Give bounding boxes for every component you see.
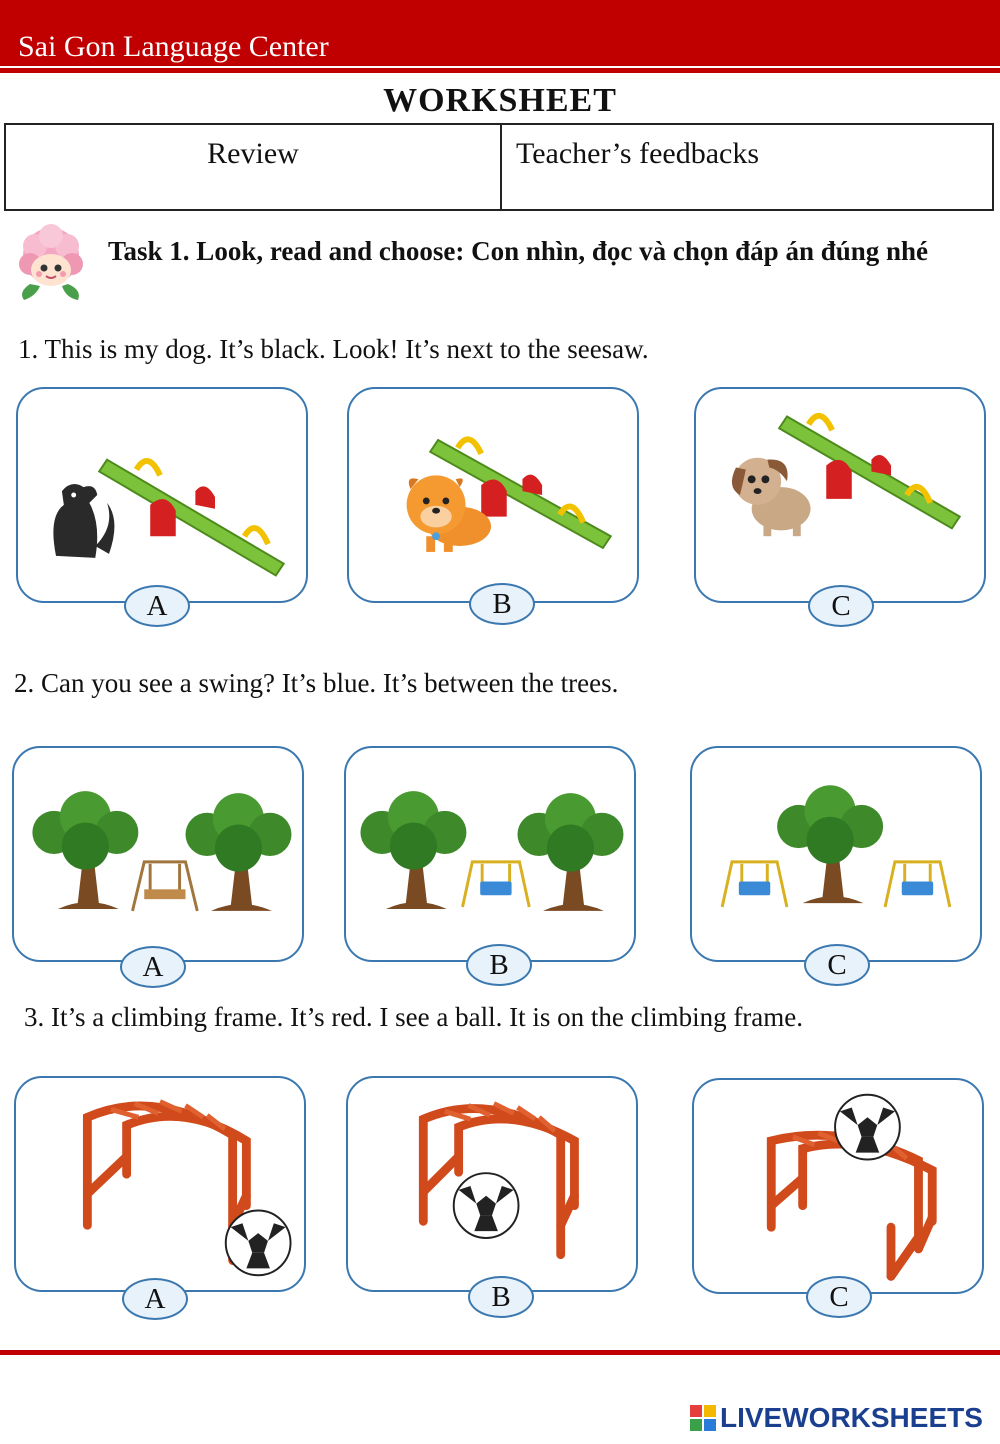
option-label[interactable]: C (808, 585, 874, 627)
option-label[interactable]: A (120, 946, 186, 988)
option-card-2c[interactable] (690, 746, 982, 981)
option-card-2b[interactable] (344, 746, 636, 981)
option-label[interactable]: A (122, 1278, 188, 1320)
option-card-3c[interactable] (692, 1078, 984, 1313)
question-3: 3. It’s a climbing frame. It’s red. I see a ball. It is on the climbing frame. (24, 1002, 804, 1032)
teacher-feedback-cell: Teacher’s feedbacks (516, 137, 760, 170)
trees-blue-swing-picture (346, 748, 634, 960)
option-card-1c[interactable] (694, 387, 986, 622)
tree-between-swings-picture (692, 748, 980, 960)
seesaw-brown-dog-picture (696, 389, 984, 601)
climbing-frame-ball-under-picture (348, 1078, 636, 1290)
question-1: 1. This is my dog. It’s black. Look! It’s next to the seesaw. (18, 334, 649, 364)
option-card-2a[interactable] (12, 746, 304, 983)
flower-icon (10, 222, 92, 304)
tree-left (360, 791, 466, 909)
climbing-frame-ball-beside-picture (16, 1078, 304, 1290)
liveworksheets-logo-icon (690, 1405, 716, 1431)
trees-wooden-swing-picture (14, 748, 302, 960)
wooden-swing (132, 862, 197, 911)
footer-divider (0, 1350, 1000, 1355)
option-label[interactable]: C (804, 944, 870, 986)
tree-left (32, 791, 138, 909)
option-label[interactable]: A (124, 585, 190, 627)
review-table (4, 123, 994, 211)
worksheet-title: WORKSHEET (383, 82, 617, 119)
tree-right (517, 793, 623, 911)
option-label[interactable]: B (469, 583, 535, 625)
seesaw-orange-dog-picture (349, 389, 637, 601)
option-card-1b[interactable] (347, 387, 639, 620)
question-2: 2. Can you see a swing? It’s blue. It’s between the trees. (14, 668, 619, 698)
climbing-frame-ball-on-top-picture (694, 1080, 982, 1292)
liveworksheets-logo-text: LIVEWORKSHEETS (720, 1402, 983, 1433)
option-card-1a[interactable] (16, 387, 308, 622)
header-divider (0, 68, 1000, 73)
seesaw-black-dog-picture (18, 389, 306, 601)
option-card-3b[interactable] (346, 1076, 638, 1313)
option-card-3a[interactable] (14, 1076, 306, 1315)
tree-right (185, 793, 291, 911)
center-name: Sai Gon Language Center (18, 30, 329, 63)
header-bar (0, 0, 1000, 66)
task-title: Task 1. Look, read and choose: Con nhìn, đọc và chọn đáp án đúng nhé (108, 236, 929, 266)
option-label[interactable]: B (466, 944, 532, 986)
option-label[interactable]: B (468, 1276, 534, 1318)
liveworksheets-logo (690, 1400, 983, 1436)
review-cell: Review (6, 125, 502, 209)
tree-center (777, 785, 883, 903)
option-label[interactable]: C (806, 1276, 872, 1318)
